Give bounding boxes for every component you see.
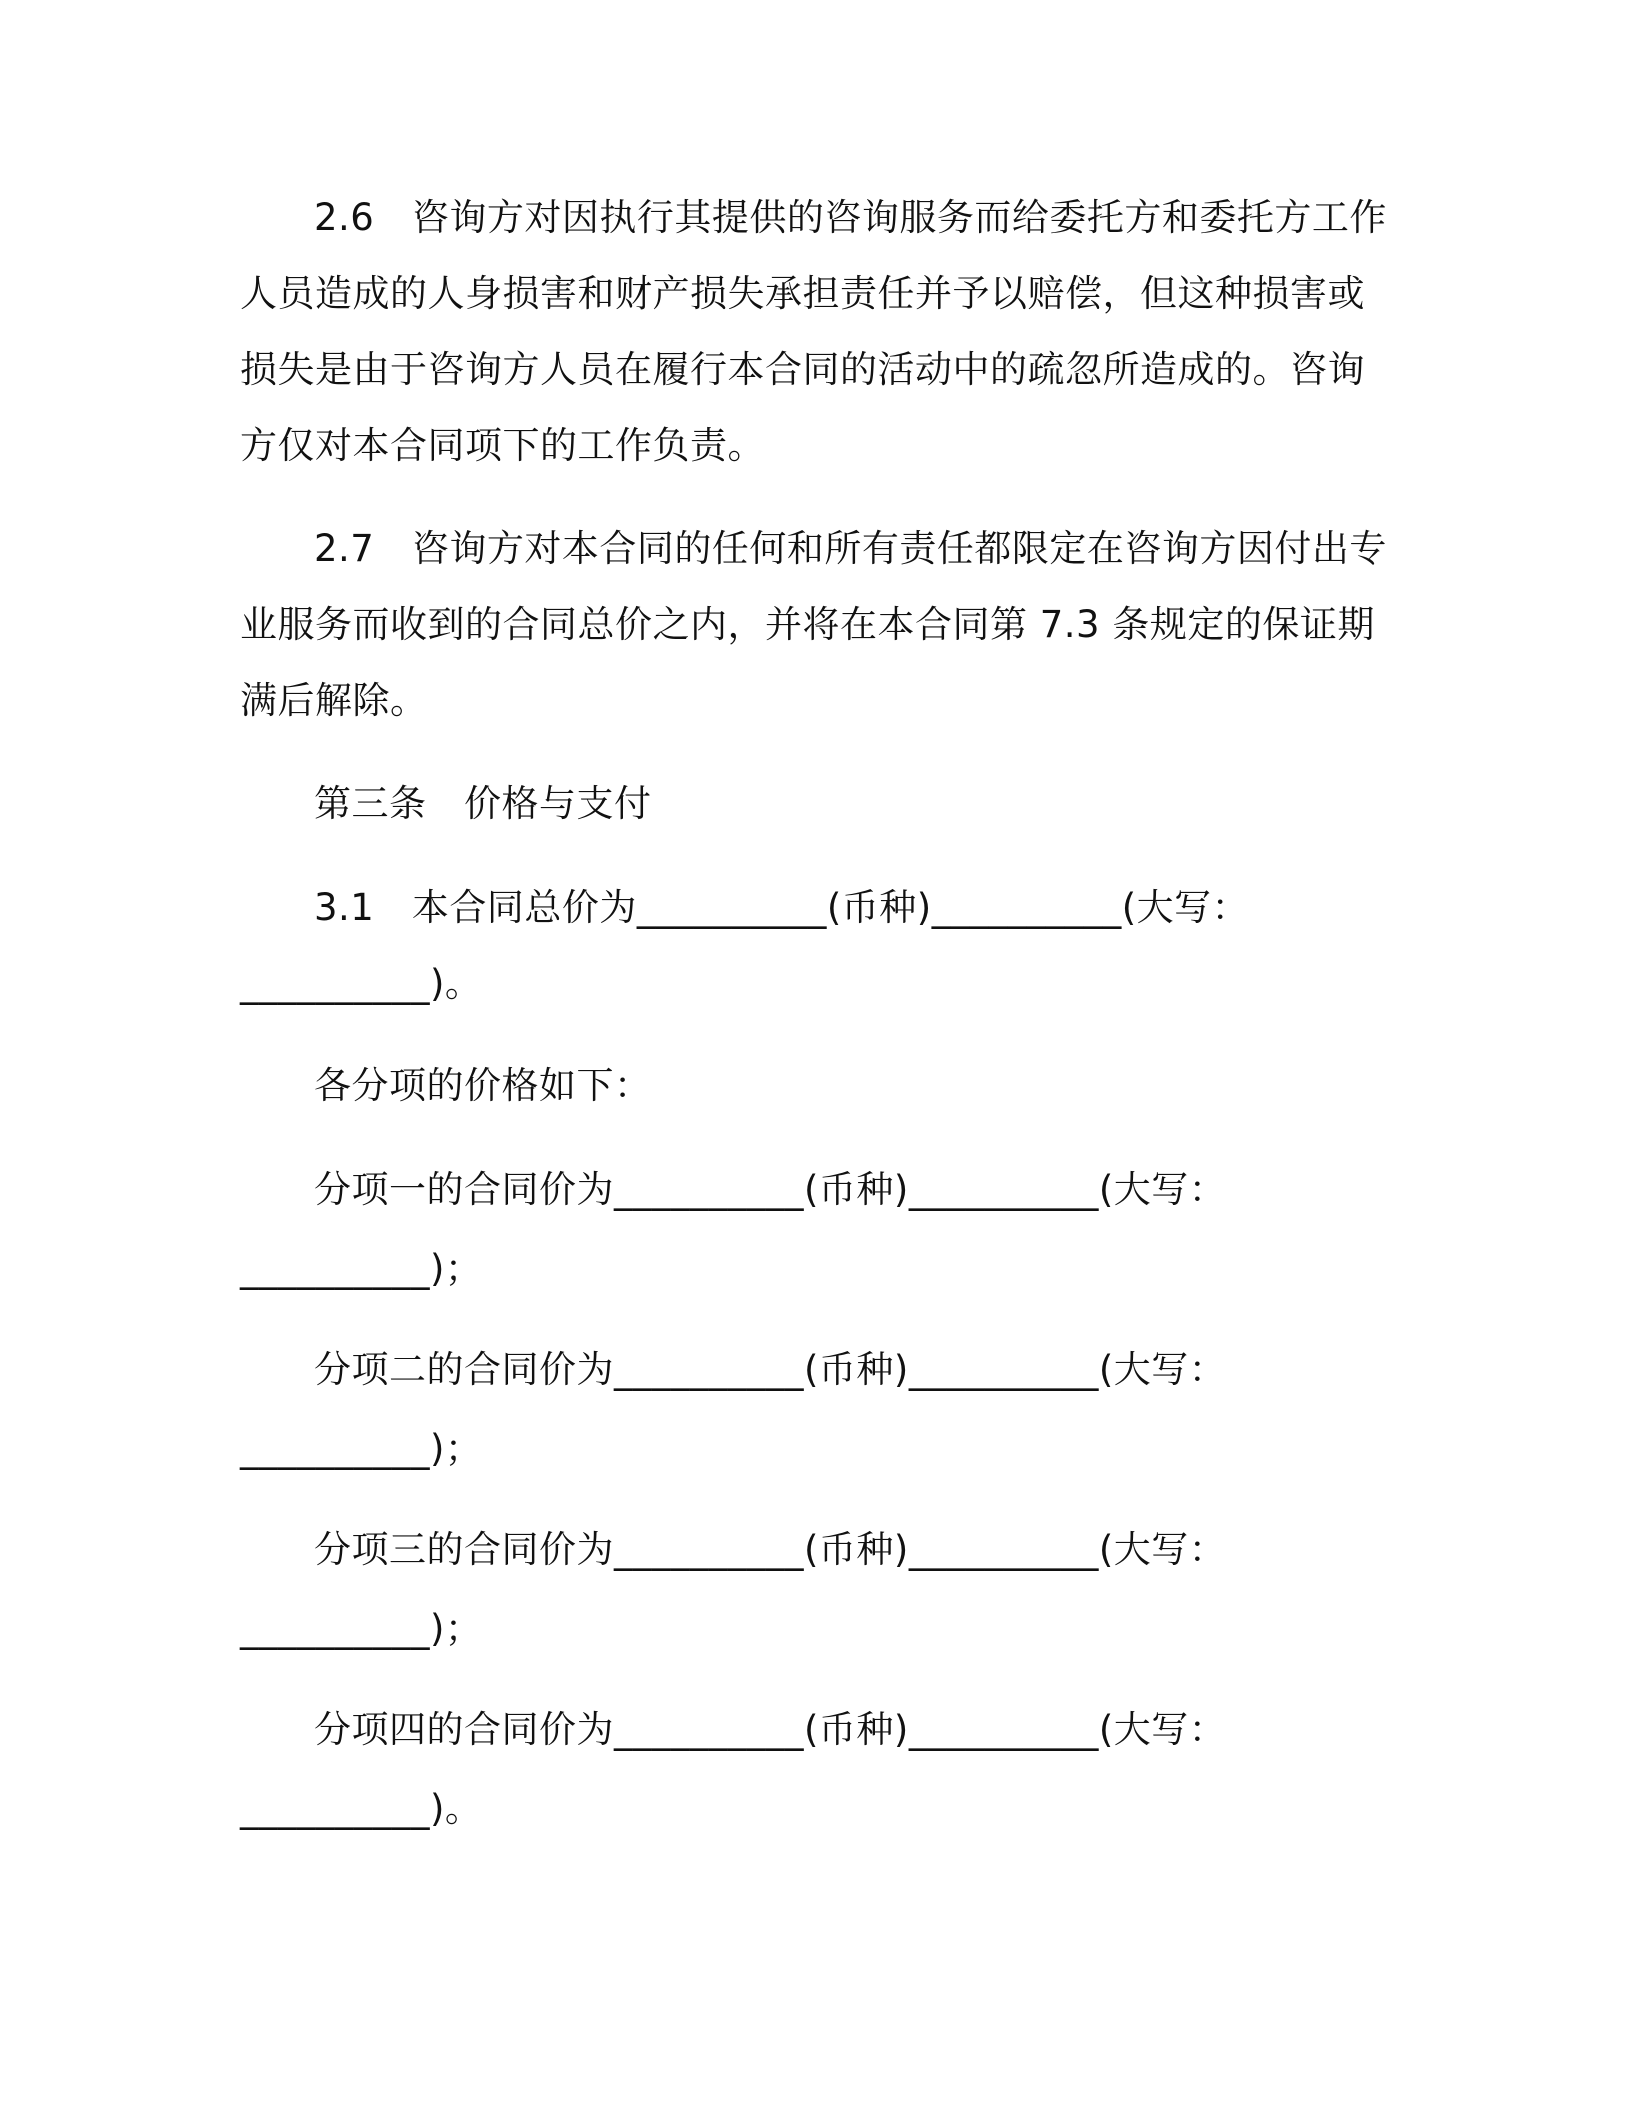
subitem-intro: 各分项的价格如下： (314, 1064, 652, 1107)
subitem-3-line-2: __________)； (240, 1607, 483, 1650)
subitem-3-line-1: 分项三的合同价为__________(币种)__________(大写： (314, 1528, 1227, 1571)
subitem-4-line-2: __________)。 (240, 1787, 483, 1830)
clause-3-1-line-2: __________)。 (240, 962, 483, 1005)
clause-2-7-line-1: 2.7 咨询方对本合同的任何和所有责任都限定在咨询方因付出专 (314, 527, 1387, 570)
clause-2-6-line-4: 方仅对本合同项下的工作负责。 (240, 424, 765, 467)
clause-2-6-line-1: 2.6 咨询方对因执行其提供的咨询服务而给委托方和委托方工作 (314, 196, 1387, 239)
subitem-2-line-1: 分项二的合同价为__________(币种)__________(大写： (314, 1348, 1227, 1391)
subitem-1-line-2: __________)； (240, 1247, 483, 1290)
subitem-1-line-1: 分项一的合同价为__________(币种)__________(大写： (314, 1168, 1227, 1211)
subitem-2-line-2: __________)； (240, 1427, 483, 1470)
clause-2-6-line-3: 损失是由于咨询方人员在履行本合同的活动中的疏忽所造成的。咨询 (240, 348, 1365, 391)
subitem-4-line-1: 分项四的合同价为__________(币种)__________(大写： (314, 1708, 1227, 1751)
clause-3-1-line-1: 3.1 本合同总价为__________(币种)__________(大写： (314, 886, 1250, 929)
article-3-heading: 第三条 价格与支付 (314, 782, 652, 825)
clause-2-6-line-2: 人员造成的人身损害和财产损失承担责任并予以赔偿，但这种损害或 (240, 272, 1365, 315)
clause-2-7-line-3: 满后解除。 (240, 679, 428, 722)
clause-2-7-line-2: 业服务而收到的合同总价之内，并将在本合同第 7.3 条规定的保证期 (240, 603, 1375, 646)
